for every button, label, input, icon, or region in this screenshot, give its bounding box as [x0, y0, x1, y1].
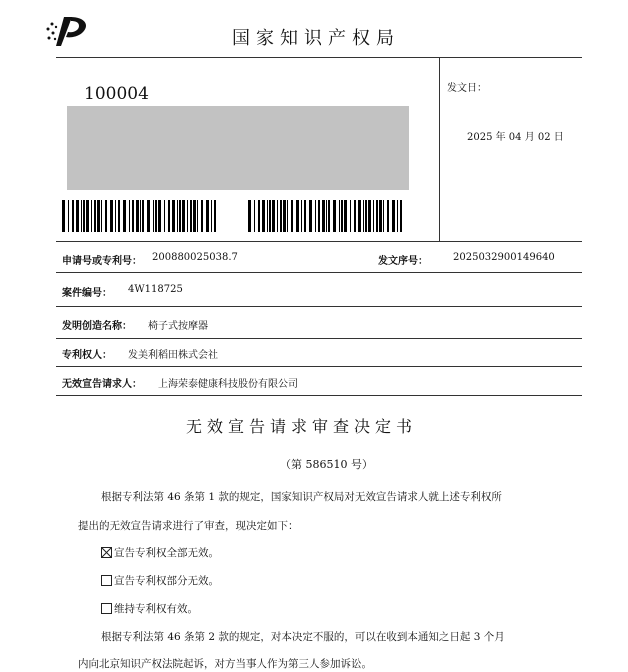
barcode-bar	[206, 200, 209, 232]
barcode-bar	[136, 200, 139, 232]
barcode-bar	[76, 200, 79, 232]
barcode-bar	[81, 200, 82, 232]
barcode-bar	[339, 200, 340, 232]
barcode-bar	[262, 200, 265, 232]
barcode-bar	[397, 200, 398, 232]
paragraph-1-line-1: 根据专利法第 46 条第 1 款的规定，国家知识产权局对无效宣告请求人就上述专利权所	[101, 491, 502, 503]
requester: 上海荣泰健康科技股份有限公司	[158, 379, 298, 390]
option-maintain-valid	[101, 601, 198, 616]
barcode-bar	[363, 200, 364, 232]
barcode-bar	[179, 200, 181, 232]
barcode-bar	[62, 200, 65, 232]
redacted-address-block	[67, 106, 409, 190]
barcode-bar	[72, 200, 74, 232]
barcode-bar	[287, 200, 288, 232]
decision-number: （第 586510 号）	[280, 458, 373, 471]
application-number: 200880025038.7	[152, 252, 238, 263]
barcode-bar	[211, 200, 212, 232]
barcode-bar	[197, 200, 198, 232]
checkbox-icon	[101, 575, 112, 586]
barcode-bar	[86, 200, 89, 232]
barcode-bar	[358, 200, 361, 232]
barcode-bar	[182, 200, 185, 232]
postcode: 100004	[84, 84, 149, 104]
barcode-bar	[291, 200, 293, 232]
divider	[56, 57, 582, 58]
divider	[56, 272, 582, 273]
serial-number-label: 发文序号：	[378, 256, 428, 267]
barcode-bar	[318, 200, 320, 232]
option-label: 维持专利权有效。	[114, 603, 198, 615]
barcode-bar	[190, 200, 192, 232]
barcode-bar	[365, 200, 367, 232]
barcode-bar	[110, 200, 113, 232]
barcode-bar	[177, 200, 178, 232]
application-number-label: 申请号或专利号：	[62, 256, 142, 267]
issue-date-label: 发文日：	[447, 83, 487, 94]
barcode-bar	[91, 200, 92, 232]
barcode-bar	[153, 200, 154, 232]
barcode-bar	[309, 200, 312, 232]
barcode-bar	[168, 200, 170, 232]
barcode-bar	[328, 200, 330, 232]
option-invalidate-partial	[101, 573, 219, 588]
document-title: 无效宣告请求审查决定书	[186, 417, 418, 436]
barcode-bar	[254, 200, 255, 232]
barcode-right	[248, 200, 405, 232]
issuing-office: 国家知识产权局	[232, 28, 400, 49]
barcode-bar	[123, 200, 126, 232]
option-invalidate-all	[101, 545, 219, 560]
barcode-bar	[379, 200, 382, 232]
option-label: 宣告专利权部分无效。	[114, 575, 219, 587]
barcode-bar	[172, 200, 175, 232]
barcode-bar	[387, 200, 389, 232]
barcode-bar	[296, 200, 299, 232]
barcode-bar	[164, 200, 165, 232]
paragraph-2-line-1: 根据专利法第 46 条第 2 款的规定，对本决定不服的，可以在收到本通知之日起 3 个月	[101, 631, 505, 643]
barcode-bar	[97, 200, 100, 232]
barcode-bar	[373, 200, 374, 232]
barcode-bar	[158, 200, 161, 232]
barcode-bar	[118, 200, 120, 232]
barcode-bar	[368, 200, 371, 232]
barcode-bar	[354, 200, 356, 232]
barcode-bar	[383, 200, 384, 232]
case-number: 4W118725	[128, 284, 183, 295]
barcode-bar	[272, 200, 275, 232]
barcode-bar	[344, 200, 347, 232]
patentee: 发美利稻田株式会社	[128, 350, 218, 361]
barcode-left	[62, 200, 219, 232]
barcode-bar	[376, 200, 378, 232]
patentee-label: 专利权人：	[62, 350, 112, 361]
barcode-bar	[322, 200, 325, 232]
barcode-bar	[269, 200, 271, 232]
barcode-bar	[142, 200, 144, 232]
case-number-label: 案件编号：	[62, 288, 112, 299]
barcode-bar	[201, 200, 203, 232]
divider	[56, 366, 582, 367]
serial-number: 2025032900149640	[453, 252, 555, 263]
barcode-bar	[350, 200, 351, 232]
invention-title-label: 发明创造名称：	[62, 321, 132, 332]
barcode-bar	[333, 200, 336, 232]
barcode-bar	[267, 200, 268, 232]
barcode-bar	[214, 200, 216, 232]
barcode-bar	[315, 200, 316, 232]
barcode-bar	[193, 200, 196, 232]
barcode-bar	[101, 200, 102, 232]
divider	[56, 395, 582, 396]
option-label: 宣告专利权全部无效。	[114, 547, 219, 559]
barcode-bar	[326, 200, 327, 232]
barcode-bar	[132, 200, 134, 232]
barcode-bar	[301, 200, 302, 232]
divider	[56, 306, 582, 307]
invention-title: 椅子式按摩器	[148, 321, 208, 332]
barcode-bar	[187, 200, 188, 232]
barcode-bar	[400, 200, 402, 232]
divider	[56, 241, 582, 242]
checkbox-icon	[101, 603, 112, 614]
barcode-bar	[83, 200, 85, 232]
paragraph-1-line-2: 提出的无效宣告请求进行了审查，现决定如下：	[78, 520, 299, 532]
issue-date: 2025 年 04 月 02 日	[467, 132, 564, 143]
barcode-bar	[304, 200, 306, 232]
barcode-bar	[280, 200, 282, 232]
barcode-bar	[94, 200, 96, 232]
barcode-bar	[68, 200, 69, 232]
barcode-bar	[248, 200, 251, 232]
barcode-bar	[115, 200, 116, 232]
barcode-bar	[105, 200, 107, 232]
barcode-bar	[129, 200, 130, 232]
barcode-bar	[392, 200, 395, 232]
barcode-bar	[147, 200, 150, 232]
barcode-bar	[277, 200, 278, 232]
barcode-bar	[140, 200, 141, 232]
barcode-bar	[341, 200, 343, 232]
checked-box-icon	[101, 547, 112, 558]
barcode-bar	[155, 200, 157, 232]
cnipa-logo-icon	[44, 14, 92, 48]
paragraph-2-line-2: 内向北京知识产权法院起诉，对方当事人作为第三人参加诉讼。	[78, 658, 372, 670]
divider	[56, 338, 582, 339]
barcode-bar	[258, 200, 260, 232]
requester-label: 无效宣告请求人：	[62, 379, 142, 390]
barcode-bar	[283, 200, 286, 232]
header-vertical-divider	[439, 58, 440, 241]
